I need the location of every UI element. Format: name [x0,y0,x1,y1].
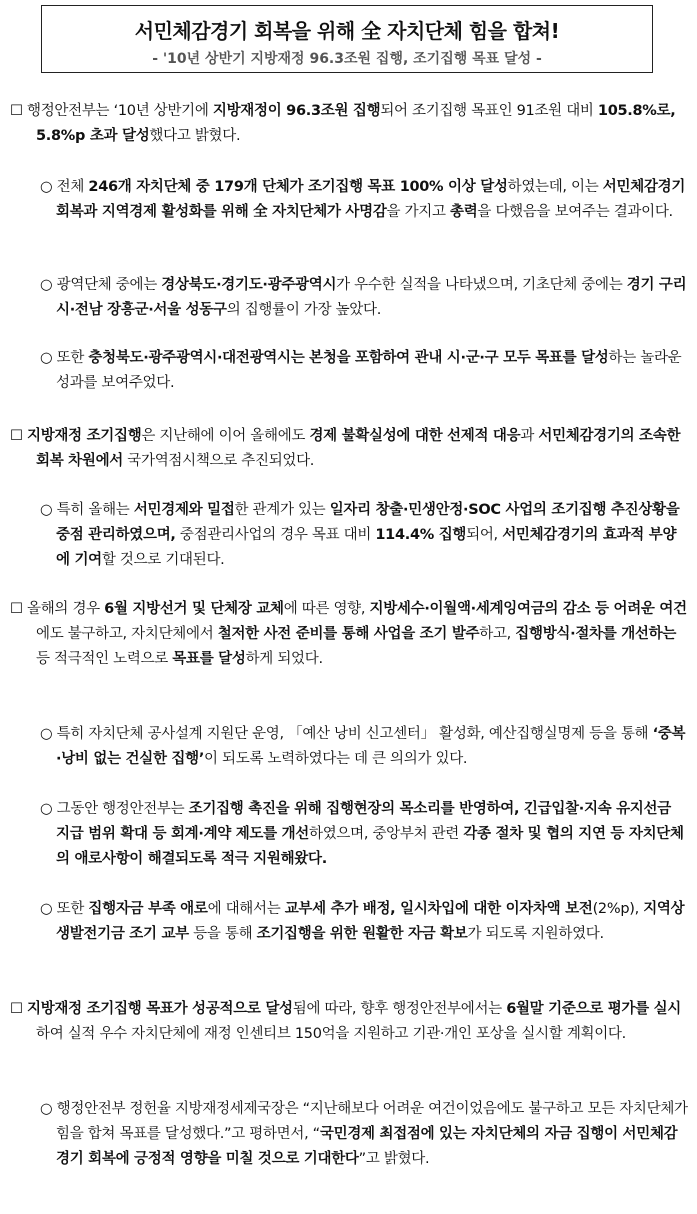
emphasized-text: 서민경제와 밀접 [133,502,235,518]
emphasized-text: 6월 지방선거 및 단체장 교체 [104,601,284,617]
body-text: 중점관리사업의 경우 목표 대비 [175,527,376,543]
emphasized-text: ‘중복·낭비 없는 건실한 집행’ [56,726,686,767]
body-text: (2%p), [592,901,644,917]
emphasized-text: 지역상생발전기금 조기 교부 [56,901,685,942]
body-text: 되어 조기집행 목표인 91조원 대비 [380,103,598,119]
emphasized-text: 국민경제 최접점에 있는 자치단체의 자금 집행이 서민체감경기 회복에 긍정적 영향을 미칠 것으로 기대한다 [56,1126,678,1167]
emphasized-text: 114.4% 집행 [375,527,467,543]
square-bullet-icon: ☐ [10,1001,28,1017]
body-text: 하는 놀라운 성과를 보여주었다. [56,350,682,391]
sub-paragraph [20,498,688,573]
square-bullet-icon: ☐ [10,601,28,617]
paragraph-text [20,175,688,225]
sub-paragraph [20,722,688,772]
body-text: 전체 [56,179,89,195]
body-text: 특히 자치단체 공사설계 지원단 운영, 「예산 낭비 신고센터」 활성화, 예산집행실명제 등을 통해 [56,726,653,742]
body-text: 등 적극적인 노력으로 [36,651,173,667]
section-paragraph [10,997,688,1047]
emphasized-text: 경상북도·경기도·광주광역시 [161,277,337,293]
emphasized-text: 집행방식·절차를 개선하는 [515,626,677,642]
body-text: 과 [520,428,539,444]
emphasized-text: 지방재정 조기집행 목표가 성공적으로 달성 [27,1001,293,1017]
body-text: 또한 [56,350,89,366]
emphasized-text: 충청북도·광주광역시·대전광역시는 본청을 포함하여 관내 시·군·구 모두 목표를 달성 [88,350,609,366]
paragraph-text [20,346,688,396]
emphasized-text: 조기집행을 위한 원활한 자금 확보 [256,926,468,942]
sub-paragraph [20,897,688,947]
body-text: 하여 실적 우수 자치단체에 재정 인센티브 150억을 지원하고 기관·개인 포상을 실시할 계획이다. [36,1026,626,1042]
circle-bullet-icon: ○ [40,1101,57,1117]
emphasized-text: 지방세수·이월액·세계잉여금의 감소 등 어려운 여건 [369,601,687,617]
body-text: 하고, [479,626,516,642]
paragraph-text [10,597,688,672]
body-text: 한 관계가 있는 [234,502,330,518]
section-paragraph [10,424,688,474]
paragraph-text [10,997,688,1047]
body-text: 행정안전부는 ‘10년 상반기에 [27,103,213,119]
circle-bullet-icon: ○ [40,502,57,518]
body-text: 됨에 따라, 향후 행정안전부에서는 [292,1001,507,1017]
body-text: 올해의 경우 [27,601,105,617]
circle-bullet-icon: ○ [40,277,57,293]
body-text: 등을 통해 [188,926,257,942]
paragraph-text [20,273,688,323]
document-subtitle: - '10년 상반기 지방재정 96.3조원 집행, 조기집행 목표 달성 - [152,51,542,67]
circle-bullet-icon: ○ [40,350,57,366]
body-text: 에도 불구하고, 자치단체에서 [36,626,218,642]
body-text: ”고 밝혔다. [358,1151,430,1167]
emphasized-text: 서민체감경기의 효과적 부양에 기여 [56,527,677,568]
emphasized-text: 집행자금 부족 애로 [88,901,208,917]
emphasized-text: 총력 [450,204,478,220]
body-text: 에 따른 영향, [283,601,370,617]
emphasized-text: 지방재정이 96.3조원 집행 [212,103,381,119]
document-title: 서민체감경기 회복을 위해 全 자치단체 힘을 합쳐! [134,19,560,43]
emphasized-text: 서민체감경기의 조속한 회복 차원에서 [36,428,681,469]
emphasized-text: 246개 자치단체 중 179개 단체가 조기집행 목표 100% 이상 달성 [88,179,508,195]
body-text: 에 대해서는 [207,901,285,917]
emphasized-text: 6월말 기준으로 평가를 실시 [506,1001,681,1017]
body-text: 은 지난해에 이어 올해에도 [141,428,310,444]
paragraph-text [20,897,688,947]
body-text: 하게 되었다. [245,651,323,667]
body-text: 을 다했음을 보여주는 결과이다. [477,204,673,220]
emphasized-text: 일자리 창출·민생안정·SOC 사업의 조기집행 추진상황을 중점 관리하였으며, [56,502,680,543]
sub-paragraph [20,175,688,225]
emphasized-text: 서민체감경기 회복과 지역경제 활성화를 위해 全 자치단체가 사명감 [56,179,686,220]
body-text: 의 집행률이 가장 높았다. [226,302,382,318]
circle-bullet-icon: ○ [40,179,57,195]
emphasized-text: 철저한 사전 준비를 통해 사업을 조기 발주 [217,626,480,642]
square-bullet-icon: ☐ [10,428,28,444]
paragraph-text [20,1097,688,1172]
emphasized-text: 지방재정 조기집행 [27,428,142,444]
body-text: 가 되도록 지원하였다. [467,926,604,942]
section-paragraph [10,99,688,149]
body-text: 또한 [56,901,89,917]
square-bullet-icon: ☐ [10,103,28,119]
paragraph-text [10,424,688,474]
circle-bullet-icon: ○ [40,801,57,817]
paragraph-text [20,498,688,573]
sub-paragraph [20,273,688,323]
paragraph-text [10,99,688,149]
body-text: 할 것으로 기대된다. [101,552,225,568]
body-text: 특히 올해는 [56,502,134,518]
paragraph-text [20,722,688,772]
sub-paragraph [20,797,688,872]
body-text: 행정안전부 정헌율 지방재정세제국장은 “지난해보다 어려운 여건이었음에도 불구하고 모든 자치단체가 힘을 합쳐 목표를 달성했다.”고 평하면서, “ [56,1101,688,1142]
circle-bullet-icon: ○ [40,726,57,742]
emphasized-text: 목표를 달성 [172,651,246,667]
body-text: 했다고 밝혔다. [149,128,241,144]
emphasized-text: 조기집행 촉진을 위해 집행현장의 목소리를 반영하여, 긴급입찰·지속 유지선금 지급 범위 확대 등 회계·계약 제도를 개선 [56,801,671,842]
emphasized-text: 경제 불확실성에 대한 선제적 대응 [309,428,521,444]
body-text: 가 우수한 실적을 나타냈으며, 기초단체 중에는 [336,277,627,293]
body-text: 을 가지고 [386,204,450,220]
body-text: 이 되도록 노력하였다는 데 큰 의의가 있다. [204,751,468,767]
section-paragraph [10,597,688,672]
emphasized-text: 각종 절차 및 협의 지연 등 자치단체의 애로사항이 해결되도록 적극 지원해왔다. [56,826,684,867]
paragraph-text [20,797,688,872]
emphasized-text: 교부세 추가 배정, 일시차입에 대한 이자차액 보전 [284,901,593,917]
emphasized-text: 경기 구리시·전남 장흥군·서울 성동구 [56,277,687,318]
body-text: 광역단체 중에는 [56,277,162,293]
body-text: 그동안 행정안전부는 [56,801,189,817]
circle-bullet-icon: ○ [40,901,57,917]
title-box [41,5,653,73]
body-text: 되어, [466,527,503,543]
sub-paragraph [20,346,688,396]
sub-paragraph [20,1097,688,1172]
emphasized-text: 105.8%로, 5.8%p 초과 달성 [36,103,676,144]
body-text: 하였으며, 중앙부처 관련 [309,826,464,842]
body-text: 하였는데, 이는 [507,179,603,195]
body-text: 국가역점시책으로 추진되었다. [123,453,315,469]
